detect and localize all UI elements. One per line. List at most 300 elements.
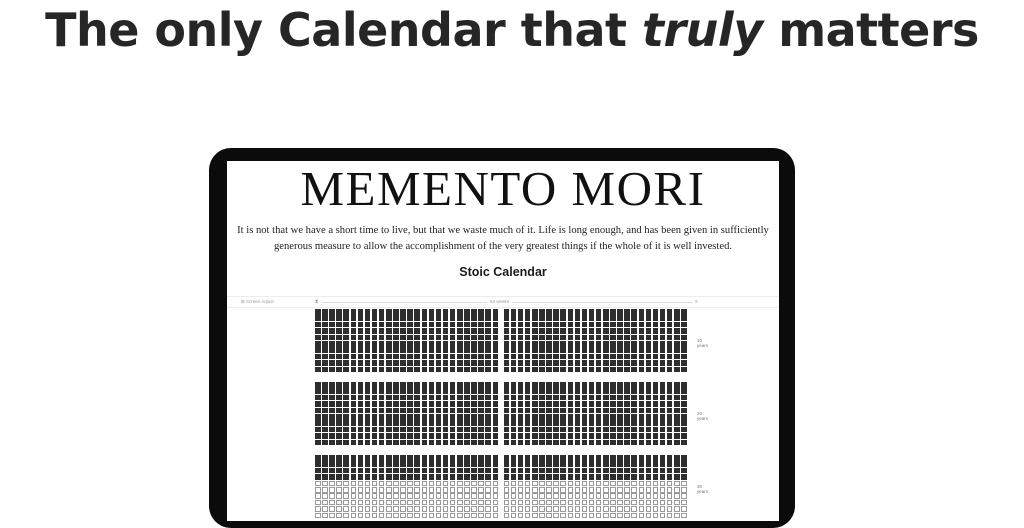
stoic-quote: It is not that we have a short time to live, but that we waste much of it. Life is long enough, and has been given in sufficiently generous measure to allow the accomplishment of the very greatest things if the whole of it is well invested. — [237, 225, 769, 252]
week-cell — [329, 382, 335, 388]
week-cell — [624, 506, 630, 512]
week-cell — [660, 420, 666, 426]
week-cell — [407, 367, 413, 373]
week-cell — [407, 455, 413, 461]
week-cell — [610, 395, 616, 401]
week-cell — [560, 328, 566, 334]
week-cell — [553, 382, 559, 388]
week-cell — [351, 347, 357, 353]
week-cell — [400, 315, 406, 321]
week-cell — [478, 354, 484, 360]
week-cell — [358, 335, 364, 341]
page-headline — [0, 2, 1024, 58]
week-cell — [400, 481, 406, 487]
week-cell — [493, 500, 499, 506]
week-cell — [379, 506, 385, 512]
week-cell — [358, 367, 364, 373]
week-cell — [322, 309, 328, 315]
week-cell — [532, 328, 538, 334]
week-cell — [422, 354, 428, 360]
week-cell — [351, 474, 357, 480]
week-cell — [575, 335, 581, 341]
week-cell — [443, 493, 449, 499]
week-cell — [471, 322, 477, 328]
week-cell — [478, 427, 484, 433]
week-cell — [400, 420, 406, 426]
week-cell — [379, 341, 385, 347]
week-cell — [532, 500, 538, 506]
week-cell — [478, 322, 484, 328]
week-cell — [575, 468, 581, 474]
week-cell — [504, 341, 510, 347]
week-cell — [532, 322, 538, 328]
week-cell — [518, 500, 524, 506]
week-cell — [511, 427, 517, 433]
week-cell — [400, 493, 406, 499]
week-cell — [560, 354, 566, 360]
week-cell — [351, 468, 357, 474]
week-cell — [436, 506, 442, 512]
week-cell — [589, 309, 595, 315]
week-cell — [525, 354, 531, 360]
week-cell — [336, 367, 342, 373]
week-cell — [624, 328, 630, 334]
week-cell — [568, 328, 574, 334]
week-cell — [329, 388, 335, 394]
week-cell — [539, 341, 545, 347]
week-cell — [386, 420, 392, 426]
week-cell — [343, 481, 349, 487]
week-cell — [400, 455, 406, 461]
week-cell — [329, 367, 335, 373]
week-cell — [511, 500, 517, 506]
week-cell — [596, 455, 602, 461]
week-cell — [485, 347, 491, 353]
week-cell — [560, 461, 566, 467]
week-cell — [646, 347, 652, 353]
week-cell — [539, 315, 545, 321]
week-cell — [560, 315, 566, 321]
week-cell — [660, 347, 666, 353]
week-cell — [372, 468, 378, 474]
week-cell — [329, 481, 335, 487]
week-cell — [322, 382, 328, 388]
week-cell — [667, 500, 673, 506]
week-cell — [582, 433, 588, 439]
week-cell — [504, 328, 510, 334]
week-cell — [343, 322, 349, 328]
week-cell — [315, 382, 321, 388]
week-cell — [653, 347, 659, 353]
week-cell — [504, 513, 510, 519]
week-cell — [660, 315, 666, 321]
week-cell — [393, 388, 399, 394]
week-cell — [358, 481, 364, 487]
week-cell — [603, 395, 609, 401]
week-cell — [603, 500, 609, 506]
headline-before: The only Calendar that — [45, 3, 642, 57]
week-cell — [407, 420, 413, 426]
week-cell — [504, 347, 510, 353]
week-cell — [532, 433, 538, 439]
week-cell — [660, 335, 666, 341]
week-cell — [336, 474, 342, 480]
week-cell — [532, 481, 538, 487]
week-cell — [631, 481, 637, 487]
week-cell — [365, 440, 371, 446]
week-cell — [631, 427, 637, 433]
week-cell — [646, 493, 652, 499]
week-cell — [681, 347, 687, 353]
week-cell — [365, 474, 371, 480]
week-cell — [681, 367, 687, 373]
week-cell — [504, 401, 510, 407]
week-cell — [624, 487, 630, 493]
week-cell — [596, 382, 602, 388]
week-cell — [407, 354, 413, 360]
week-cell — [407, 309, 413, 315]
week-cell — [422, 433, 428, 439]
week-cell — [660, 500, 666, 506]
week-cell — [478, 461, 484, 467]
week-cell — [582, 461, 588, 467]
week-cell — [617, 414, 623, 420]
week-cell — [315, 360, 321, 366]
week-cell — [343, 395, 349, 401]
week-cell — [351, 487, 357, 493]
week-cell — [681, 360, 687, 366]
week-cell — [400, 414, 406, 420]
week-cell — [422, 309, 428, 315]
week-cell — [450, 468, 456, 474]
week-cell — [315, 455, 321, 461]
week-cell — [457, 500, 463, 506]
week-cell — [617, 315, 623, 321]
week-cell — [485, 500, 491, 506]
week-cell — [457, 335, 463, 341]
week-cell — [639, 322, 645, 328]
week-cell — [329, 347, 335, 353]
week-cell — [414, 388, 420, 394]
week-cell — [422, 408, 428, 414]
week-cell — [365, 408, 371, 414]
week-cell — [443, 440, 449, 446]
week-cell — [343, 500, 349, 506]
week-cell — [667, 506, 673, 512]
week-cell — [485, 322, 491, 328]
week-cell — [379, 420, 385, 426]
week-cell — [322, 367, 328, 373]
week-cell — [624, 493, 630, 499]
week-cell — [667, 328, 673, 334]
week-cell — [589, 493, 595, 499]
week-cell — [379, 468, 385, 474]
week-cell — [511, 367, 517, 373]
week-cell — [372, 481, 378, 487]
week-cell — [525, 506, 531, 512]
week-cell — [631, 388, 637, 394]
week-cell — [624, 500, 630, 506]
week-cell — [393, 474, 399, 480]
week-cell — [436, 354, 442, 360]
week-cell — [336, 401, 342, 407]
week-cell — [582, 360, 588, 366]
week-cell — [429, 487, 435, 493]
week-cell — [322, 500, 328, 506]
week-cell — [575, 500, 581, 506]
week-cell — [457, 382, 463, 388]
week-cell — [471, 481, 477, 487]
week-cell — [393, 328, 399, 334]
week-cell — [646, 360, 652, 366]
week-cell — [450, 455, 456, 461]
week-cell — [596, 414, 602, 420]
week-cell — [582, 420, 588, 426]
week-cell — [568, 440, 574, 446]
week-cell — [560, 335, 566, 341]
week-cell — [443, 367, 449, 373]
week-cell — [414, 414, 420, 420]
week-cell — [674, 427, 680, 433]
week-cell — [315, 328, 321, 334]
week-cell — [560, 347, 566, 353]
week-cell — [624, 513, 630, 519]
week-cell — [667, 481, 673, 487]
week-cell — [596, 474, 602, 480]
week-cell — [443, 341, 449, 347]
week-cell — [379, 500, 385, 506]
week-cell — [568, 367, 574, 373]
week-cell — [596, 341, 602, 347]
week-cell — [653, 493, 659, 499]
week-cell — [596, 401, 602, 407]
week-cell — [568, 513, 574, 519]
week-cell — [400, 487, 406, 493]
week-cell — [575, 341, 581, 347]
week-cell — [358, 360, 364, 366]
week-cell — [315, 468, 321, 474]
week-cell — [646, 408, 652, 414]
week-cell — [393, 487, 399, 493]
week-cell — [365, 395, 371, 401]
week-cell — [610, 354, 616, 360]
week-cell — [568, 427, 574, 433]
week-cell — [653, 440, 659, 446]
week-cell — [471, 315, 477, 321]
week-cell — [631, 433, 637, 439]
week-cell — [667, 354, 673, 360]
week-cell — [653, 433, 659, 439]
week-cell — [660, 481, 666, 487]
week-cell — [525, 335, 531, 341]
week-cell — [400, 309, 406, 315]
week-cell — [617, 328, 623, 334]
week-cell — [660, 506, 666, 512]
week-cell — [624, 309, 630, 315]
week-cell — [365, 461, 371, 467]
week-cell — [414, 433, 420, 439]
week-cell — [596, 388, 602, 394]
week-cell — [329, 322, 335, 328]
week-cell — [422, 487, 428, 493]
week-cell — [553, 341, 559, 347]
week-cell — [560, 420, 566, 426]
week-cell — [493, 309, 499, 315]
week-cell — [660, 468, 666, 474]
week-cell — [575, 455, 581, 461]
week-cell — [414, 309, 420, 315]
week-cell — [667, 513, 673, 519]
week-cell — [546, 461, 552, 467]
week-cell — [315, 315, 321, 321]
year-label: 20 years — [697, 411, 709, 421]
week-cell — [471, 468, 477, 474]
menu-icon[interactable]: ≡ — [695, 299, 698, 305]
week-cell — [457, 322, 463, 328]
week-cell — [407, 468, 413, 474]
week-cell — [596, 408, 602, 414]
week-cell — [653, 315, 659, 321]
week-cell — [322, 341, 328, 347]
week-cell — [660, 440, 666, 446]
week-cell — [414, 493, 420, 499]
week-cell — [336, 414, 342, 420]
week-cell — [422, 395, 428, 401]
week-cell — [322, 481, 328, 487]
week-cell — [400, 513, 406, 519]
tablet-screen — [227, 161, 779, 521]
week-cell — [617, 500, 623, 506]
week-cell — [343, 360, 349, 366]
week-cell — [504, 354, 510, 360]
week-cell — [351, 335, 357, 341]
week-cell — [464, 455, 470, 461]
week-cell — [322, 395, 328, 401]
week-cell — [429, 468, 435, 474]
week-cell — [343, 408, 349, 414]
week-cell — [450, 388, 456, 394]
week-cell — [603, 354, 609, 360]
week-cell — [372, 427, 378, 433]
week-cell — [450, 433, 456, 439]
week-cell — [653, 401, 659, 407]
week-cell — [400, 500, 406, 506]
week-cell — [596, 500, 602, 506]
week-cell — [329, 433, 335, 439]
week-cell — [681, 354, 687, 360]
week-cell — [322, 474, 328, 480]
week-cell — [653, 388, 659, 394]
week-cell — [546, 427, 552, 433]
week-cell — [504, 493, 510, 499]
week-cell — [493, 395, 499, 401]
week-cell — [525, 500, 531, 506]
week-cell — [450, 309, 456, 315]
week-cell — [485, 506, 491, 512]
week-cell — [464, 347, 470, 353]
week-cell — [400, 461, 406, 467]
week-cell — [422, 335, 428, 341]
week-cell — [539, 328, 545, 334]
week-cell — [553, 401, 559, 407]
week-cell — [400, 388, 406, 394]
week-cell — [617, 388, 623, 394]
week-cell — [315, 347, 321, 353]
week-cell — [568, 500, 574, 506]
week-cell — [464, 414, 470, 420]
week-cell — [681, 493, 687, 499]
week-cell — [365, 487, 371, 493]
week-cell — [471, 487, 477, 493]
week-cell — [422, 493, 428, 499]
week-cell — [617, 487, 623, 493]
week-cell — [329, 414, 335, 420]
week-cell — [464, 341, 470, 347]
week-cell — [471, 388, 477, 394]
week-cell — [560, 506, 566, 512]
week-cell — [674, 420, 680, 426]
week-cell — [582, 455, 588, 461]
week-cell — [485, 388, 491, 394]
week-cell — [414, 481, 420, 487]
week-cell — [457, 347, 463, 353]
week-cell — [532, 354, 538, 360]
screen-adjust-button[interactable]: ⊞ Screen Adjust — [241, 299, 274, 304]
week-cell — [589, 328, 595, 334]
week-cell — [450, 461, 456, 467]
week-cell — [329, 360, 335, 366]
week-cell — [429, 433, 435, 439]
week-cell — [560, 367, 566, 373]
week-cell — [457, 455, 463, 461]
week-cell — [443, 395, 449, 401]
week-cell — [443, 427, 449, 433]
week-cell — [667, 414, 673, 420]
week-cell — [443, 474, 449, 480]
week-cell — [407, 506, 413, 512]
week-cell — [624, 388, 630, 394]
week-cell — [660, 455, 666, 461]
week-cell — [485, 354, 491, 360]
week-cell — [358, 506, 364, 512]
week-cell — [560, 513, 566, 519]
week-cell — [610, 309, 616, 315]
week-cell — [422, 468, 428, 474]
week-cell — [485, 401, 491, 407]
week-cell — [518, 395, 524, 401]
week-cell — [457, 427, 463, 433]
week-cell — [532, 506, 538, 512]
week-cell — [511, 493, 517, 499]
week-cell — [485, 487, 491, 493]
week-cell — [681, 455, 687, 461]
week-cell — [631, 360, 637, 366]
week-cell — [639, 309, 645, 315]
week-cell — [407, 335, 413, 341]
week-cell — [589, 408, 595, 414]
week-cell — [407, 360, 413, 366]
week-cell — [407, 347, 413, 353]
week-cell — [386, 461, 392, 467]
week-cell — [464, 500, 470, 506]
week-cell — [681, 328, 687, 334]
week-cell — [436, 347, 442, 353]
week-cell — [504, 322, 510, 328]
week-cell — [464, 335, 470, 341]
week-cell — [589, 468, 595, 474]
week-cell — [336, 481, 342, 487]
week-cell — [674, 315, 680, 321]
